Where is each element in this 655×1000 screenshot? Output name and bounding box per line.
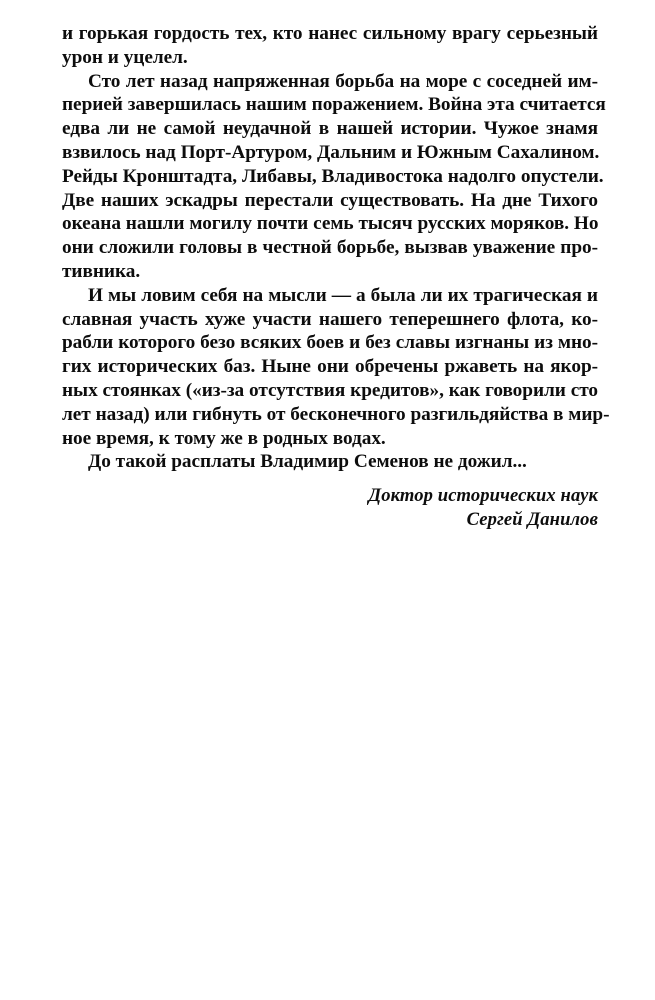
text-line: Сто лет назад напряженная борьба на море с соседней им- [88,70,598,92]
text-line: гих исторических баз. Ныне они обречены ржаветь на якор- [62,356,598,378]
text-line: они сложили головы в честной борьбе, вызвав уважение про- [62,237,598,259]
text-line: лет назад) или гибнуть от бесконечного разгильдяйства в мир- [62,403,610,425]
paragraph-final [62,450,598,474]
signature-title: Доктор исторических наук [368,485,598,506]
text-line: взвилось над Порт-Артуром, Дальним и Южным Сахалином. [62,141,600,163]
paragraph-and-we-catch [62,284,610,451]
text-line: перией завершилась нашим поражением. Война эта считается [62,94,606,116]
text-line: ное время, к тому же в родных водах. [62,427,386,449]
text-line: тивника. [62,260,141,282]
text-line: ных стоянках («из-за отсутствия кредитов», как говорили сто [62,379,598,401]
paragraph-continuation [62,22,598,70]
text-line: До такой расплаты Владимир Семенов не дожил... [88,451,527,473]
text-line: едва ли не самой неудачной в нашей истории. Чужое знамя [62,118,598,140]
signature-name: Сергей Данилов [466,508,598,530]
text-line: славная участь хуже участи нашего теперешнего флота, ко- [62,308,598,330]
text-line: Рейды Кронштадта, Либавы, Владивостока надолго опустели. [62,165,604,187]
signature-block [62,484,598,531]
text-line: Две наших эскадры перестали существовать. На дне Тихого [62,189,598,211]
paragraph-hundred-years [62,70,606,284]
body-text-column [62,22,610,474]
text-line: урон и уцелел. [62,46,188,68]
text-line: рабли которого безо всяких боев и без славы изгнаны из мно- [62,332,598,354]
text-line: И мы ловим себя на мысли — а была ли их трагическая и [88,284,598,306]
text-line: и горькая гордость тех, кто нанес сильному врагу серьезный [62,23,598,44]
text-line: океана нашли могилу почти семь тысяч русских моряков. Но [62,213,599,235]
